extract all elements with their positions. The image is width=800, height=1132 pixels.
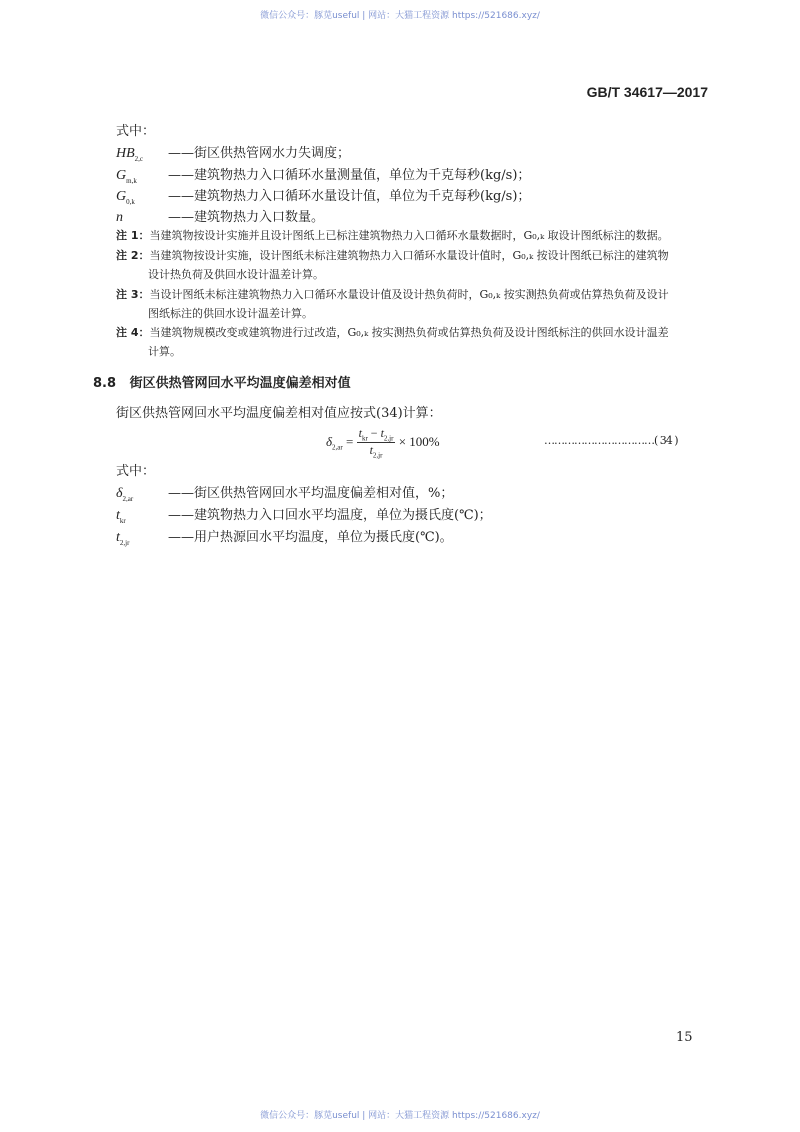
formula-ref: ……………………………( 34 ) [544,434,678,447]
formula-34: $\delta_{2,ar}$ = $\frac{t_{kr} - t_{2,jr}}{t_{2,jr}}$ × 100% [326,426,440,460]
definition-text: ——建筑物热力入口循环水量设计值，单位为千克每秒(kg/s)； [168,189,531,204]
standard-number: GB/T 34617—2017 [586,84,708,100]
note-item: 注 4：当建筑物规模改变或建筑物进行过改造，G₀,ₖ 按实测热负荷或估算热负荷及设计图纸标注的供回水设计温差 [116,326,669,339]
watermark-top: 微信公众号：豚苋useful | 网站：大猫工程资源 https://521686.xyz/ [260,11,540,21]
symbol: $t_{kr}$ [116,508,126,525]
definition-text: ——用户热源回水平均温度，单位为摄氏度(℃)。 [168,530,453,545]
definition-item [116,185,530,206]
definition-item [116,206,324,227]
section-heading: 8.8 街区供热管网回水平均温度偏差相对值 [93,376,351,391]
definition-item [116,504,492,525]
symbol: n [116,210,123,225]
definition-item [116,526,453,547]
definition-text: ——街区供热管网水力失调度； [168,146,351,161]
symbol: $t_{2,jr}$ [116,530,130,547]
symbol: $G_{m,k}$ [116,168,137,185]
definition-text: ——街区供热管网回水平均温度偏差相对值，%； [168,486,454,501]
note-continuation: 设计热负荷及供回水设计温差计算。 [148,268,324,281]
symbol: $G_{0,k}$ [116,189,135,206]
definition-item [116,164,530,185]
note-continuation: 计算。 [148,345,181,358]
definition-text: ——建筑物热力入口数量。 [168,210,325,225]
page-number: 15 [676,1030,693,1045]
where-label-2: 式中： [116,464,156,479]
definition-text: ——建筑物热力入口循环水量测量值，单位为千克每秒(kg/s)； [168,168,531,183]
symbol: $HB_{2,c}$ [116,146,144,163]
definition-text: ——建筑物热力入口回水平均温度，单位为摄氏度(℃)； [168,508,492,523]
note-item: 注 2：当建筑物按设计实施，设计图纸未标注建筑物热力入口循环水量设计值时，G₀,ₖ 按设计图纸已标注的建筑物 [116,249,669,262]
note-item: 注 1：当建筑物按设计实施并且设计图纸上已标注建筑物热力入口循环水量数据时，G₀,ₖ 取设计图纸标注的数据。 [116,229,669,242]
intro-paragraph: 街区供热管网回水平均温度偏差相对值应按式(34)计算： [116,406,442,421]
definition-item [116,142,350,163]
watermark-bottom: 微信公众号：豚苋useful | 网站：大猫工程资源 https://521686.xyz/ [260,1111,540,1121]
where-label: 式中： [116,124,156,139]
note-continuation: 图纸标注的供回水设计温差计算。 [148,307,313,320]
definition-item [116,482,453,503]
symbol: $\delta_{2,ar}$ [116,486,134,503]
note-item: 注 3：当设计图纸未标注建筑物热力入口循环水量设计值及设计热负荷时，G₀,ₖ 按实测热负荷或估算热负荷及设计 [116,288,669,301]
